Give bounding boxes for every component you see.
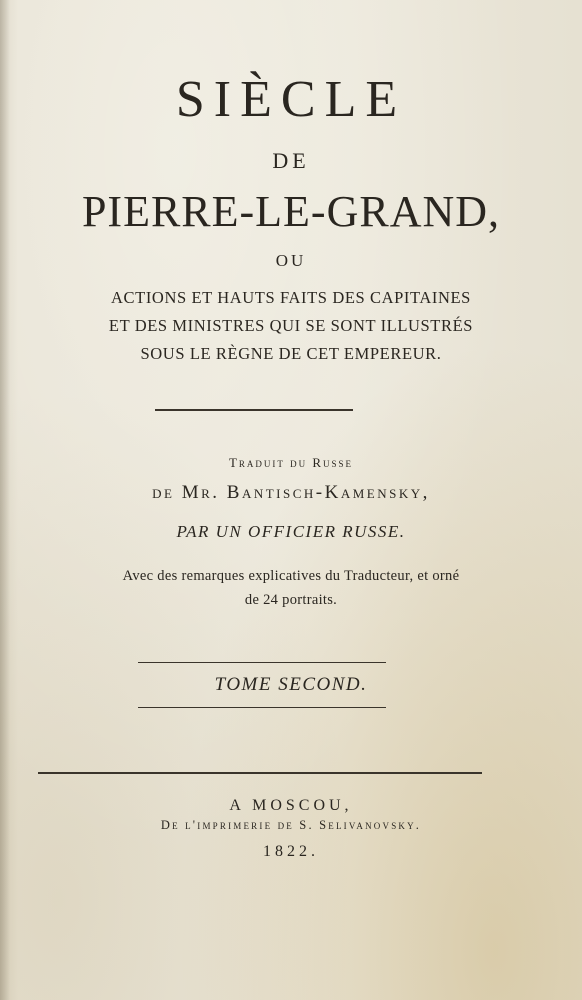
remarks-line-1: Avec des remarques explicatives du Traducteur, et orné [122, 568, 460, 584]
subtitle-line-3: SOUS LE RÈGNE DE CET EMPEREUR. [140, 344, 442, 363]
title-main: SIÈCLE [175, 71, 407, 128]
volume-rule-top [138, 662, 386, 663]
imprint-printer: De l'imprimerie de S. Selivanovsky. [160, 818, 422, 832]
imprint-rule [38, 772, 482, 774]
subtitle-line-2: ET DES MINISTRES QUI SE SONT ILLUSTRÉS [108, 316, 474, 335]
title-de: DE [272, 148, 310, 173]
title-ou: OU [275, 251, 307, 270]
imprint-place: A MOSCOU, [229, 797, 353, 814]
divider-rule [155, 409, 353, 411]
translated-from: Traduit du Russe [228, 455, 354, 470]
remarks-line-2: de 24 portraits. [244, 592, 338, 608]
subtitle-line-1: ACTIONS ET HAUTS FAITS DES CAPITAINES [111, 288, 471, 307]
volume-rule-bottom [138, 707, 386, 708]
imprint-year: 1822. [263, 843, 319, 860]
title-subject: PIERRE-LE-GRAND, [81, 187, 501, 236]
volume-label: TOME SECOND. [214, 674, 368, 695]
translator-line: PAR UN OFFICIER RUSSE. [176, 522, 406, 541]
author-line: de Mr. Bantisch-Kamensky, [152, 482, 430, 503]
